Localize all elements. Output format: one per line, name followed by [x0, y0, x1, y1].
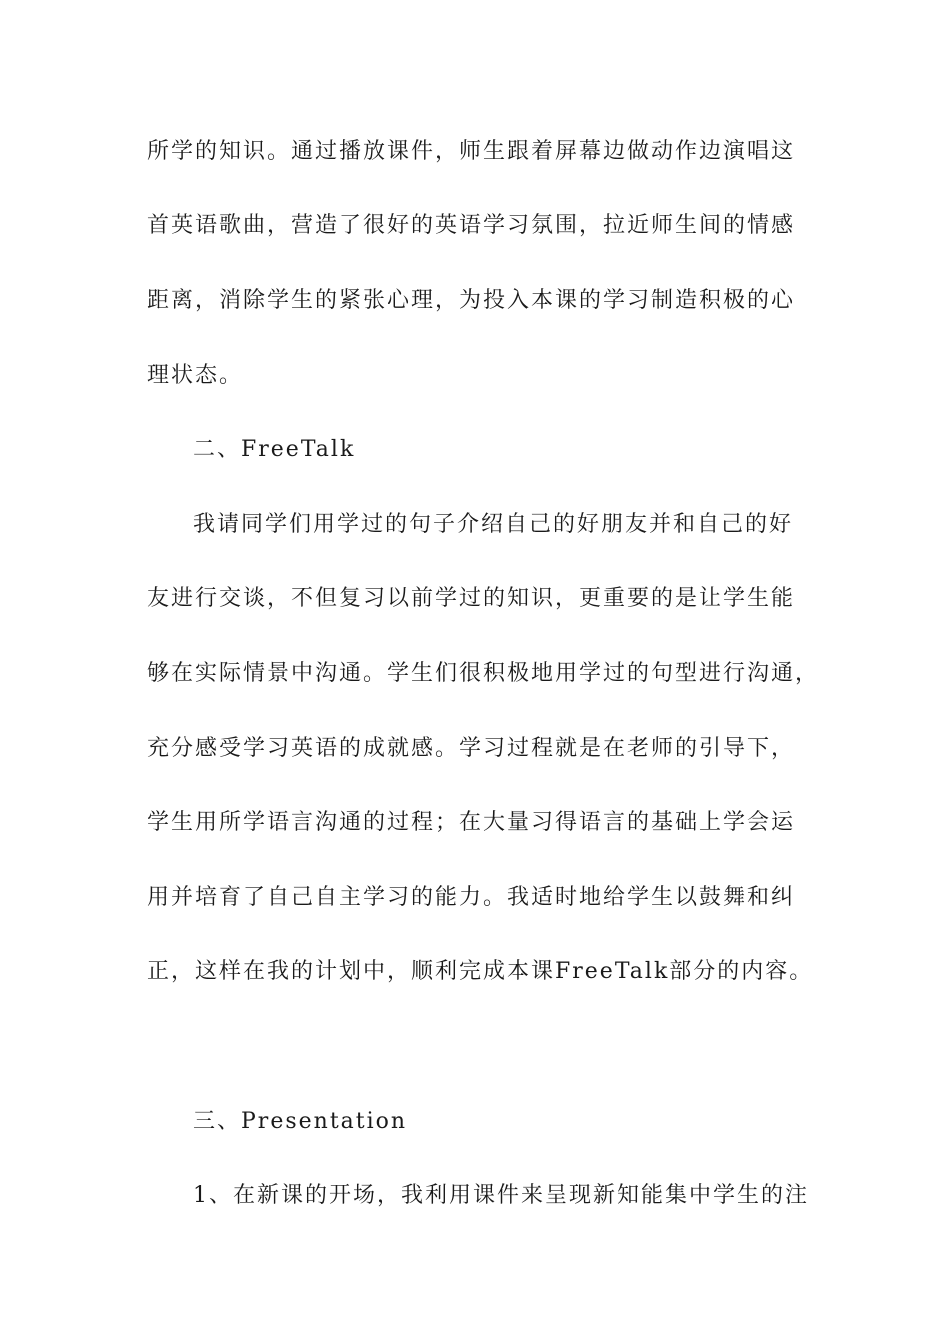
paragraph-1-line-1: 所学的知识。通过播放课件，师生跟着屏幕边做动作边演唱这	[147, 139, 796, 164]
paragraph-1-line-3: 距离，消除学生的紧张心理，为投入本课的学习制造积极的心	[147, 288, 796, 313]
paragraph-2-line-2: 友进行交谈，不但复习以前学过的知识，更重要的是让学生能	[147, 586, 796, 611]
section-heading-presentation: 三、Presentation	[193, 1109, 408, 1134]
paragraph-2-line-7: 正，这样在我的计划中，顺利完成本课FreeTalk部分的内容。	[147, 959, 814, 984]
paragraph-1-line-2: 首英语歌曲，营造了很好的英语学习氛围，拉近师生间的情感	[147, 213, 796, 238]
paragraph-2-line-5: 学生用所学语言沟通的过程；在大量习得语言的基础上学会运	[147, 810, 796, 835]
section-heading-freetalk: 二、FreeTalk	[193, 437, 356, 462]
paragraph-3-line-1: 1、在新课的开场，我利用课件来呈现新知能集中学生的注	[193, 1183, 809, 1208]
paragraph-2-line-3: 够在实际情景中沟通。学生们很积极地用学过的句型进行沟通，	[147, 661, 820, 686]
paragraph-2-line-6: 用并培育了自己自主学习的能力。我适时地给学生以鼓舞和纠	[147, 885, 796, 910]
paragraph-1-line-4: 理状态。	[147, 363, 244, 388]
paragraph-2-line-1: 我请同学们用学过的句子介绍自己的好朋友并和自己的好	[193, 512, 794, 537]
paragraph-2-line-4: 充分感受学习英语的成就感。学习过程就是在老师的引导下，	[147, 736, 796, 761]
